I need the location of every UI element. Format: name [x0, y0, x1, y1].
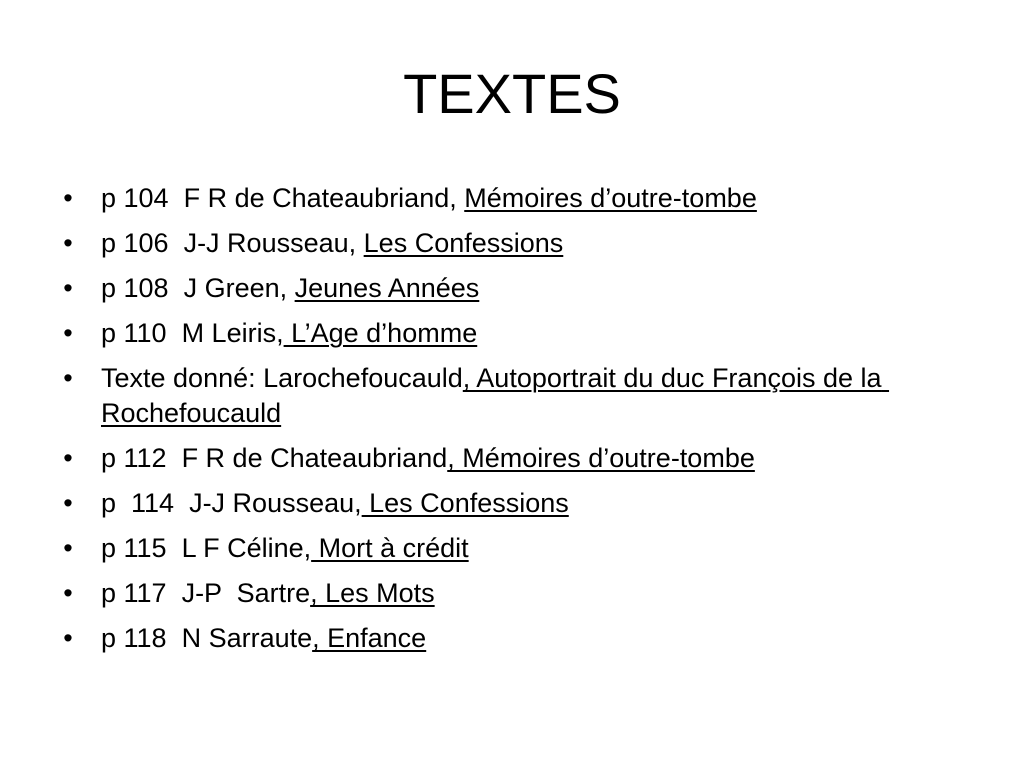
bullet-icon: •: [63, 228, 73, 258]
bullet-icon: •: [63, 273, 73, 303]
list-item: [58, 531, 958, 566]
item-work-title: L’Age d’homme: [283, 318, 478, 348]
item-reference: p 104 F R de Chateaubriand,: [101, 183, 465, 213]
item-work-title: Les Confessions: [363, 228, 564, 258]
item-reference: p 106 J-J Rousseau,: [101, 228, 364, 258]
item-work-title: , Les Mots: [310, 578, 435, 608]
bullet-icon: •: [63, 488, 73, 518]
bullet-icon: •: [63, 623, 73, 653]
item-work-title: Mémoires d’outre-tombe: [464, 183, 757, 213]
list-item: [58, 486, 958, 521]
bullet-icon: •: [63, 443, 73, 473]
list-item: [58, 316, 958, 351]
item-work-title: Les Confessions: [361, 488, 569, 518]
item-reference: p 112 F R de Chateaubriand: [101, 443, 448, 473]
bullet-icon: •: [63, 183, 73, 213]
list-item: [58, 181, 958, 216]
bullet-icon: •: [63, 363, 73, 393]
item-reference: p 115 L F Céline,: [101, 533, 312, 563]
list-item: [58, 621, 958, 656]
item-work-title: , Mémoires d’outre-tombe: [447, 443, 755, 473]
item-reference: p 110 M Leiris,: [101, 318, 284, 348]
list-item: [58, 441, 958, 476]
item-work-title: , Enfance: [312, 623, 427, 653]
bullet-list: [58, 181, 958, 666]
bullet-icon: •: [63, 533, 73, 563]
list-item: [58, 226, 958, 261]
list-item: [58, 576, 958, 611]
item-reference: p 118 N Sarraute: [101, 623, 313, 653]
list-item: [58, 361, 958, 431]
item-work-title: , Autoportrait du duc François de la Rochefoucauld: [101, 363, 890, 428]
list-item: [58, 271, 958, 306]
item-reference: p 117 J-P Sartre: [101, 578, 311, 608]
slide-title: TEXTES: [403, 62, 621, 125]
bullet-icon: •: [63, 318, 73, 348]
item-reference: p 114 J-J Rousseau,: [101, 488, 362, 518]
item-reference: p 108 J Green,: [101, 273, 295, 303]
item-reference: Texte donné: Larochefoucauld: [101, 363, 463, 393]
item-work-title: Jeunes Années: [294, 273, 480, 303]
bullet-icon: •: [63, 578, 73, 608]
item-work-title: Mort à crédit: [311, 533, 469, 563]
